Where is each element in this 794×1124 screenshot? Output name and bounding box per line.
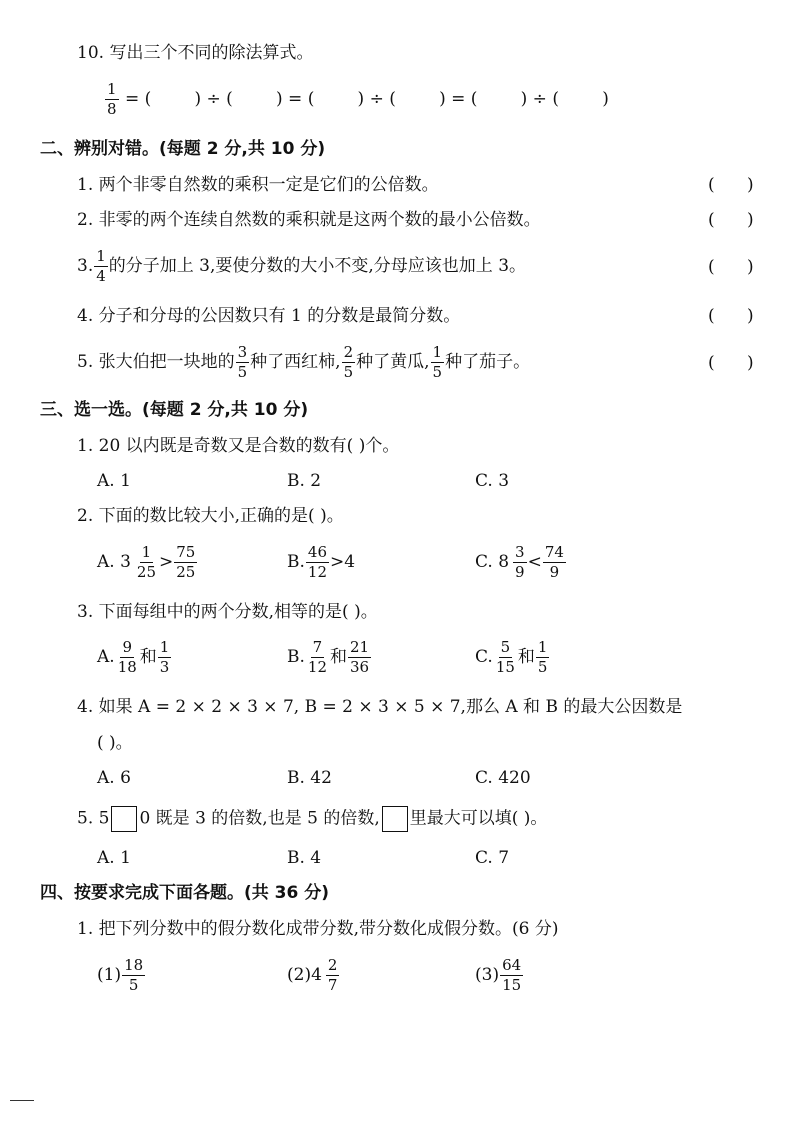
choice-q3: 3. 下面每组中的两个分数,相等的是( )。 xyxy=(77,602,378,622)
choice-q3-option-a[interactable]: A. $\frac{9}{18}$ 和 $\frac{1}{3}$ xyxy=(97,638,170,676)
choice-q5-option-c[interactable]: C. 7 xyxy=(475,848,510,868)
judge-answer-4[interactable]: ( ) xyxy=(708,306,754,326)
section3-header: 三、选一选。(每题 2 分,共 10 分) xyxy=(40,400,309,420)
q10-blanks[interactable]: = ( ) ÷ ( ) = ( ) ÷ ( ) = ( ) ÷ ( ) xyxy=(119,89,609,109)
choice-q5: 5. 5 0 既是 3 的倍数,也是 5 的倍数, 里最大可以填( )。 xyxy=(77,806,547,832)
judge-item-5: 5. 张大伯把一块地的 $\frac{3}{5}$ 种了西红柿, $\frac{2}{5}$ 种了黄瓜, $\frac{1}{5}$ 种了茄子。 xyxy=(77,343,531,381)
choice-q4: 4. 如果 A = 2 × 2 × 3 × 7, B = 2 × 3 × 5 × 7,那么 A 和 B 的最大公因数是 xyxy=(77,697,683,717)
judge-answer-2[interactable]: ( ) xyxy=(708,210,754,230)
choice-q5-option-b[interactable]: B. 4 xyxy=(287,848,322,868)
choice-q2-option-a[interactable]: A. 3 $\frac{1}{25}$ > $\frac{75}{25}$ xyxy=(97,543,196,581)
section2-header: 二、辨别对错。(每题 2 分,共 10 分) xyxy=(40,139,326,159)
choice-q4-blank[interactable]: ( )。 xyxy=(97,733,133,753)
task-q1-item-2: (2)4 $\frac{2}{7}$ xyxy=(287,956,338,994)
judge-item-1: 1. 两个非零自然数的乘积一定是它们的公倍数。 xyxy=(77,175,439,195)
choice-q1-option-a[interactable]: A. 1 xyxy=(97,471,131,491)
q10-title: 10. 写出三个不同的除法算式。 xyxy=(77,43,314,63)
choice-q2-option-c[interactable]: C. 8 $\frac{3}{9}$ < $\frac{74}{9}$ xyxy=(475,543,564,581)
fraction-1-5: $\frac{1}{5}$ xyxy=(432,343,443,381)
judge-item-3: 3. $\frac{1}{4}$ 的分子加上 3,要使分数的大小不变,分母应该也加上 3。 xyxy=(77,247,527,285)
fraction-1-4: $\frac{1}{4}$ xyxy=(96,247,106,285)
choice-q1-option-b[interactable]: B. 2 xyxy=(287,471,322,491)
choice-q5-option-a[interactable]: A. 1 xyxy=(97,848,131,868)
choice-q1-option-c[interactable]: C. 3 xyxy=(475,471,510,491)
fraction-2-5: $\frac{2}{5}$ xyxy=(343,343,354,381)
section4-header: 四、按要求完成下面各题。(共 36 分) xyxy=(40,883,330,903)
judge-answer-1[interactable]: ( ) xyxy=(708,175,754,195)
choice-q4-option-b[interactable]: B. 42 xyxy=(287,768,332,788)
choice-q2: 2. 下面的数比较大小,正确的是( )。 xyxy=(77,506,344,526)
page-corner-mark xyxy=(10,1100,34,1101)
digit-box-reference xyxy=(382,806,408,832)
choice-q2-option-b[interactable]: B. $\frac{46}{12}$ >4 xyxy=(287,543,356,581)
choice-q3-option-c[interactable]: C. $\frac{5}{15}$ 和 $\frac{1}{5}$ xyxy=(475,638,548,676)
judge-answer-3[interactable]: ( ) xyxy=(708,257,754,277)
task-q1-item-3: (3) $\frac{64}{15}$ xyxy=(475,956,522,994)
judge-answer-5[interactable]: ( ) xyxy=(708,353,754,373)
fraction-1-8: $\frac{1}{8}$ xyxy=(107,80,117,118)
choice-q4-option-a[interactable]: A. 6 xyxy=(97,768,131,788)
judge-item-2: 2. 非零的两个连续自然数的乘积就是这两个数的最小公倍数。 xyxy=(77,210,541,230)
q10-equation xyxy=(104,82,609,117)
fraction-3-5: $\frac{3}{5}$ xyxy=(237,343,248,381)
choice-q3-option-b[interactable]: B. $\frac{7}{12}$ 和 $\frac{21}{36}$ xyxy=(287,638,370,676)
task-q1: 1. 把下列分数中的假分数化成带分数,带分数化成假分数。(6 分) xyxy=(77,919,559,939)
choice-q4-option-c[interactable]: C. 420 xyxy=(475,768,531,788)
task-q1-item-1: (1) $\frac{18}{5}$ xyxy=(97,956,144,994)
judge-item-4: 4. 分子和分母的公因数只有 1 的分数是最简分数。 xyxy=(77,306,461,326)
choice-q1: 1. 20 以内既是奇数又是合数的数有( )个。 xyxy=(77,436,400,456)
digit-box[interactable] xyxy=(111,806,137,832)
